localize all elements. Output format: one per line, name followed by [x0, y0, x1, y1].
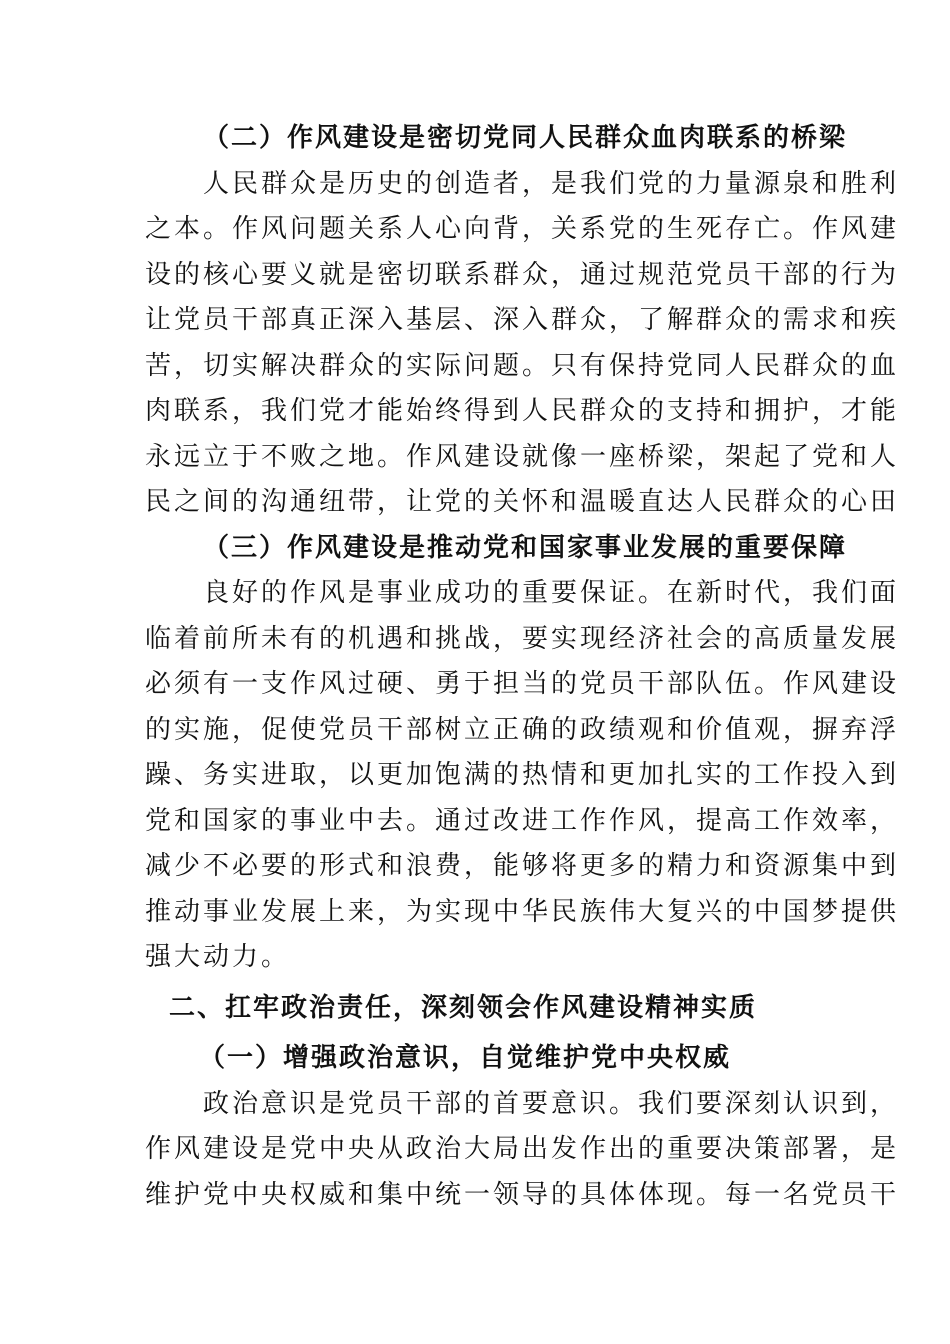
subheading-1: （一）增强政治意识，自觉维护党中央权威 — [199, 1043, 732, 1073]
text-line: 临着前所未有的机遇和挑战，要实现经济社会的高质量发展 — [145, 623, 900, 654]
text-line: 推动事业发展上来，为实现中华民族伟大复兴的中国梦提供 — [145, 896, 900, 927]
text-line: 政治意识是党员干部的首要意识。我们要深刻认识到， — [145, 1088, 900, 1119]
section-heading-2: 二、扛牢政治责任，深刻领会作风建设精神实质 — [169, 992, 758, 1023]
text-line: 让党员干部真正深入基层、深入群众，了解群众的需求和疾 — [145, 305, 900, 335]
text-line: 肉联系，我们党才能始终得到人民群众的支持和拥护，才能 — [145, 396, 900, 426]
text-line: 维护党中央权威和集中统一领导的具体体现。每一名党员干 — [145, 1179, 900, 1210]
document-body — [145, 120, 900, 1222]
text-line: 作风建设是党中央从政治大局出发作出的重要决策部署，是 — [145, 1134, 900, 1164]
paragraph-3 — [145, 1086, 900, 1213]
text-line: 人民群众是历史的创造者，是我们党的力量源泉和胜利 — [145, 168, 900, 199]
text-line: 良好的作风是事业成功的重要保证。在新时代，我们面 — [145, 578, 900, 608]
text-line: 永远立于不败之地。作风建设就像一座桥梁，架起了党和人 — [145, 441, 900, 472]
paragraph-2 — [145, 575, 900, 975]
subheading-3: （三）作风建设是推动党和国家事业发展的重要保障 — [203, 532, 848, 563]
paragraph-1 — [145, 166, 900, 521]
text-line: 民之间的沟通纽带，让党的关怀和温暖直达人民群众的心田 — [145, 487, 900, 517]
subheading-2: （二）作风建设是密切党同人民群众血肉联系的桥梁 — [203, 123, 848, 153]
text-line: 减少不必要的形式和浪费，能够将更多的精力和资源集中到 — [145, 851, 900, 881]
text-line: 苦，切实解决群众的实际问题。只有保持党同人民群众的血 — [145, 350, 900, 381]
text-line: 必须有一支作风过硬、勇于担当的党员干部队伍。作风建设 — [145, 669, 900, 699]
text-line: 的实施，促使党员干部树立正确的政绩观和价值观，摒弃浮 — [145, 714, 900, 745]
text-line: 躁、务实进取，以更加饱满的热情和更加扎实的工作投入到 — [145, 760, 900, 790]
text-line: 党和国家的事业中去。通过改进工作作风，提高工作效率， — [145, 805, 900, 836]
text-line: 设的核心要义就是密切联系群众，通过规范党员干部的行为 — [145, 259, 900, 290]
text-line: 强大动力。 — [145, 942, 291, 972]
text-line: 之本。作风问题关系人心向背，关系党的生死存亡。作风建 — [145, 214, 900, 244]
